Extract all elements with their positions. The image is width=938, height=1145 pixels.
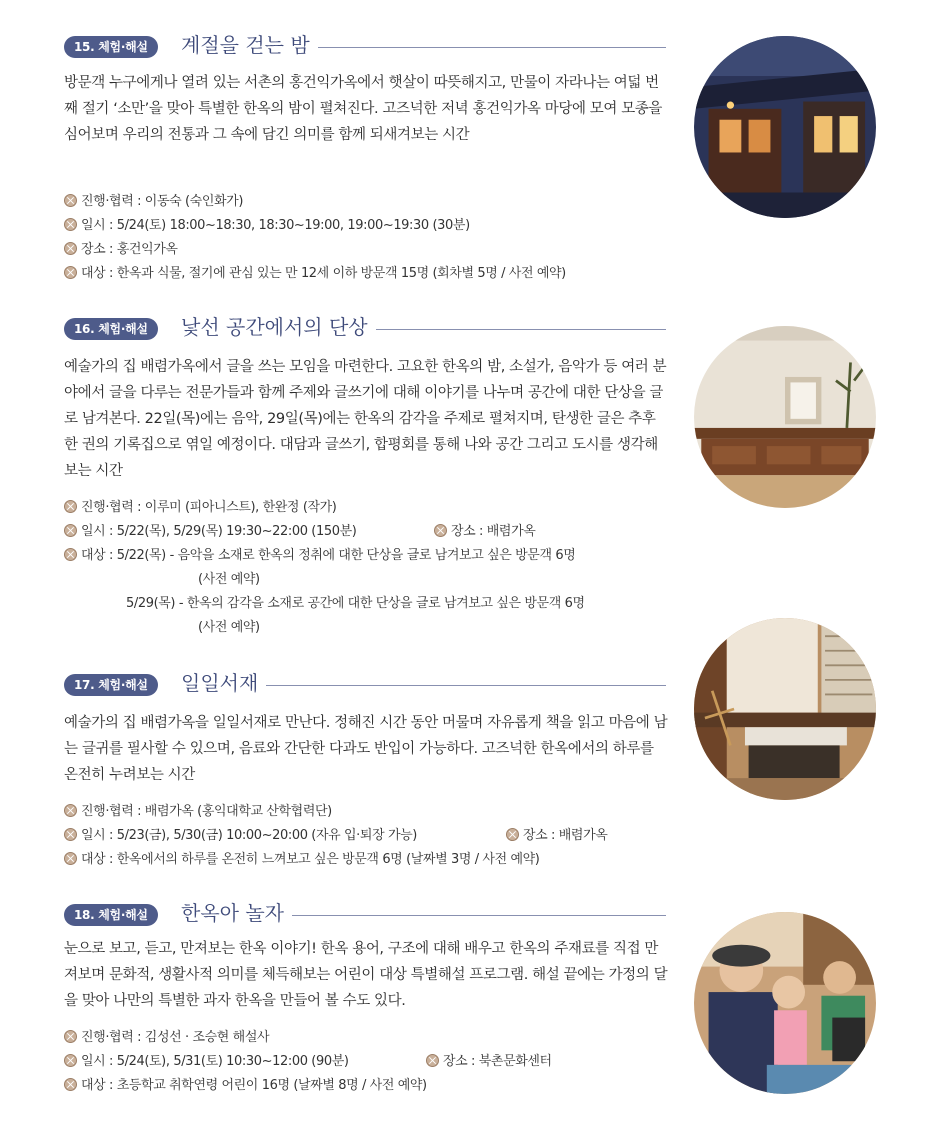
bullet-icon [64, 524, 77, 537]
program-description: 방문객 누구에게나 열려 있는 서촌의 홍건익가옥에서 햇살이 따뜻해지고, 만물이 자라나는 여덟 번째 절기 ‘소만’을 맞아 특별한 한옥의 밤이 펼쳐진다. 고즈넉한 저녁 홍건익가옥 마당에 모여 모종을 심어보며 우리의 전통과 그 속에 담긴 의미를 함께 되새겨보는 시간 [64, 75, 663, 143]
children-hanok-class-photo [694, 912, 876, 1094]
bullet-icon [64, 218, 77, 231]
program-title: 낯선 공간에서의 단상 [181, 312, 376, 342]
bullet-icon [64, 1054, 77, 1067]
info-row: 장소 : 북촌문화센터 [426, 1050, 552, 1074]
info-row: 대상 : 초등학교 취학연령 어린이 16명 (날짜별 8명 / 사전 예약) [64, 1074, 427, 1098]
info-row: 진행·협력 : 이동숙 (숙인화가) [64, 190, 243, 214]
info-row: 장소 : 배렴가옥 [506, 824, 607, 848]
bullet-icon [64, 500, 77, 513]
info-row: 일시 : 5/24(토) 18:00~18:30, 18:30~19:00, 19:00~19:30 (30분) [64, 214, 470, 238]
program-badge: 15. 체험·해설 [64, 36, 158, 58]
bullet-icon [64, 828, 77, 841]
reading-room-photo [694, 618, 876, 800]
bullet-icon [64, 852, 77, 865]
info-row: 장소 : 배렴가옥 [434, 520, 535, 544]
hanok-interior-photo [694, 326, 876, 508]
program-title: 한옥아 놀자 [181, 898, 292, 928]
info-row-continued: (사전 예약) [198, 572, 260, 587]
program-badge: 16. 체험·해설 [64, 318, 158, 340]
info-row: 일시 : 5/24(토), 5/31(토) 10:30~12:00 (90분) [64, 1050, 349, 1074]
bullet-icon [64, 548, 77, 561]
bullet-icon [506, 828, 519, 841]
program-title: 일일서재 [181, 668, 266, 698]
section-header [64, 670, 666, 700]
bullet-icon [64, 266, 77, 279]
info-row-continued: (사전 예약) [198, 620, 260, 635]
info-row: 대상 : 한옥과 식물, 절기에 관심 있는 만 12세 이하 방문객 15명 (회차별 5명 / 사전 예약) [64, 262, 566, 286]
program-title: 계절을 걷는 밤 [181, 30, 318, 60]
bullet-icon [64, 804, 77, 817]
bullet-icon [434, 524, 447, 537]
program-description: 예술가의 집 배렴가옥에서 글을 쓰는 모임을 마련한다. 고요한 한옥의 밤, 소설가, 음악가 등 여러 분야에서 글을 다루는 전문가들과 함께 주제와 글쓰기에 대해 이야기를 나누며 공간에 대한 단상을 글로 남겨본다. 22일(목)에는 음악, 29일(목)에는 한옥의 감각을 주제로 펼쳐지며, 탄생한 글은 추후 한 권의 기록집으로 엮일 예정이다. 대담과 글쓰기, 합평회를 통해 나와 공간 그리고 도시를 생각해 보는 시간 [64, 359, 667, 479]
section-header [64, 314, 666, 344]
info-row: 일시 : 5/23(금), 5/30(금) 10:00~20:00 (자유 입·퇴장 가능) [64, 824, 417, 848]
section-header [64, 32, 666, 62]
program-badge: 17. 체험·해설 [64, 674, 158, 696]
program-description: 예술가의 집 배렴가옥을 일일서재로 만난다. 정해진 시간 동안 머물며 자유롭게 책을 읽고 마음에 남는 글귀를 필사할 수 있으며, 음료와 간단한 다과도 반입이 가능하다. 고즈넉한 한옥에서의 하루를 온전히 누려보는 시간 [64, 715, 668, 783]
info-row: 진행·협력 : 배렴가옥 (홍익대학교 산학협력단) [64, 800, 332, 824]
info-row: 진행·협력 : 이루미 (피아니스트), 한완정 (작가) [64, 496, 336, 520]
program-badge: 18. 체험·해설 [64, 904, 158, 926]
section-header [64, 900, 666, 930]
bullet-icon [64, 1030, 77, 1043]
info-row: 대상 : 5/22(목) - 음악을 소재로 한옥의 정취에 대한 단상을 글로 남겨보고 싶은 방문객 6명 [64, 544, 575, 568]
bullet-icon [426, 1054, 439, 1067]
bullet-icon [64, 194, 77, 207]
info-row: 장소 : 홍건익가옥 [64, 238, 178, 262]
bullet-icon [64, 1078, 77, 1091]
hanok-night-photo [694, 36, 876, 218]
info-row: 일시 : 5/22(목), 5/29(목) 19:30~22:00 (150분) [64, 520, 356, 544]
info-row-continued: 5/29(목) - 한옥의 감각을 소재로 공간에 대한 단상을 글로 남겨보고 싶은 방문객 6명 [126, 596, 585, 611]
info-row: 진행·협력 : 김성선 · 조승현 해설사 [64, 1026, 269, 1050]
info-row: 대상 : 한옥에서의 하루를 온전히 느껴보고 싶은 방문객 6명 (날짜별 3명 / 사전 예약) [64, 848, 539, 872]
bullet-icon [64, 242, 77, 255]
program-description: 눈으로 보고, 듣고, 만져보는 한옥 이야기! 한옥 용어, 구조에 대해 배우고 한옥의 주재료를 직접 만져보며 문화적, 생활사적 의미를 체득해보는 어린이 대상 특별해설 프로그램. 해설 끝에는 가정의 달을 맞아 나만의 특별한 과자 한옥을 만들어 볼 수도 있다. [64, 941, 668, 1009]
